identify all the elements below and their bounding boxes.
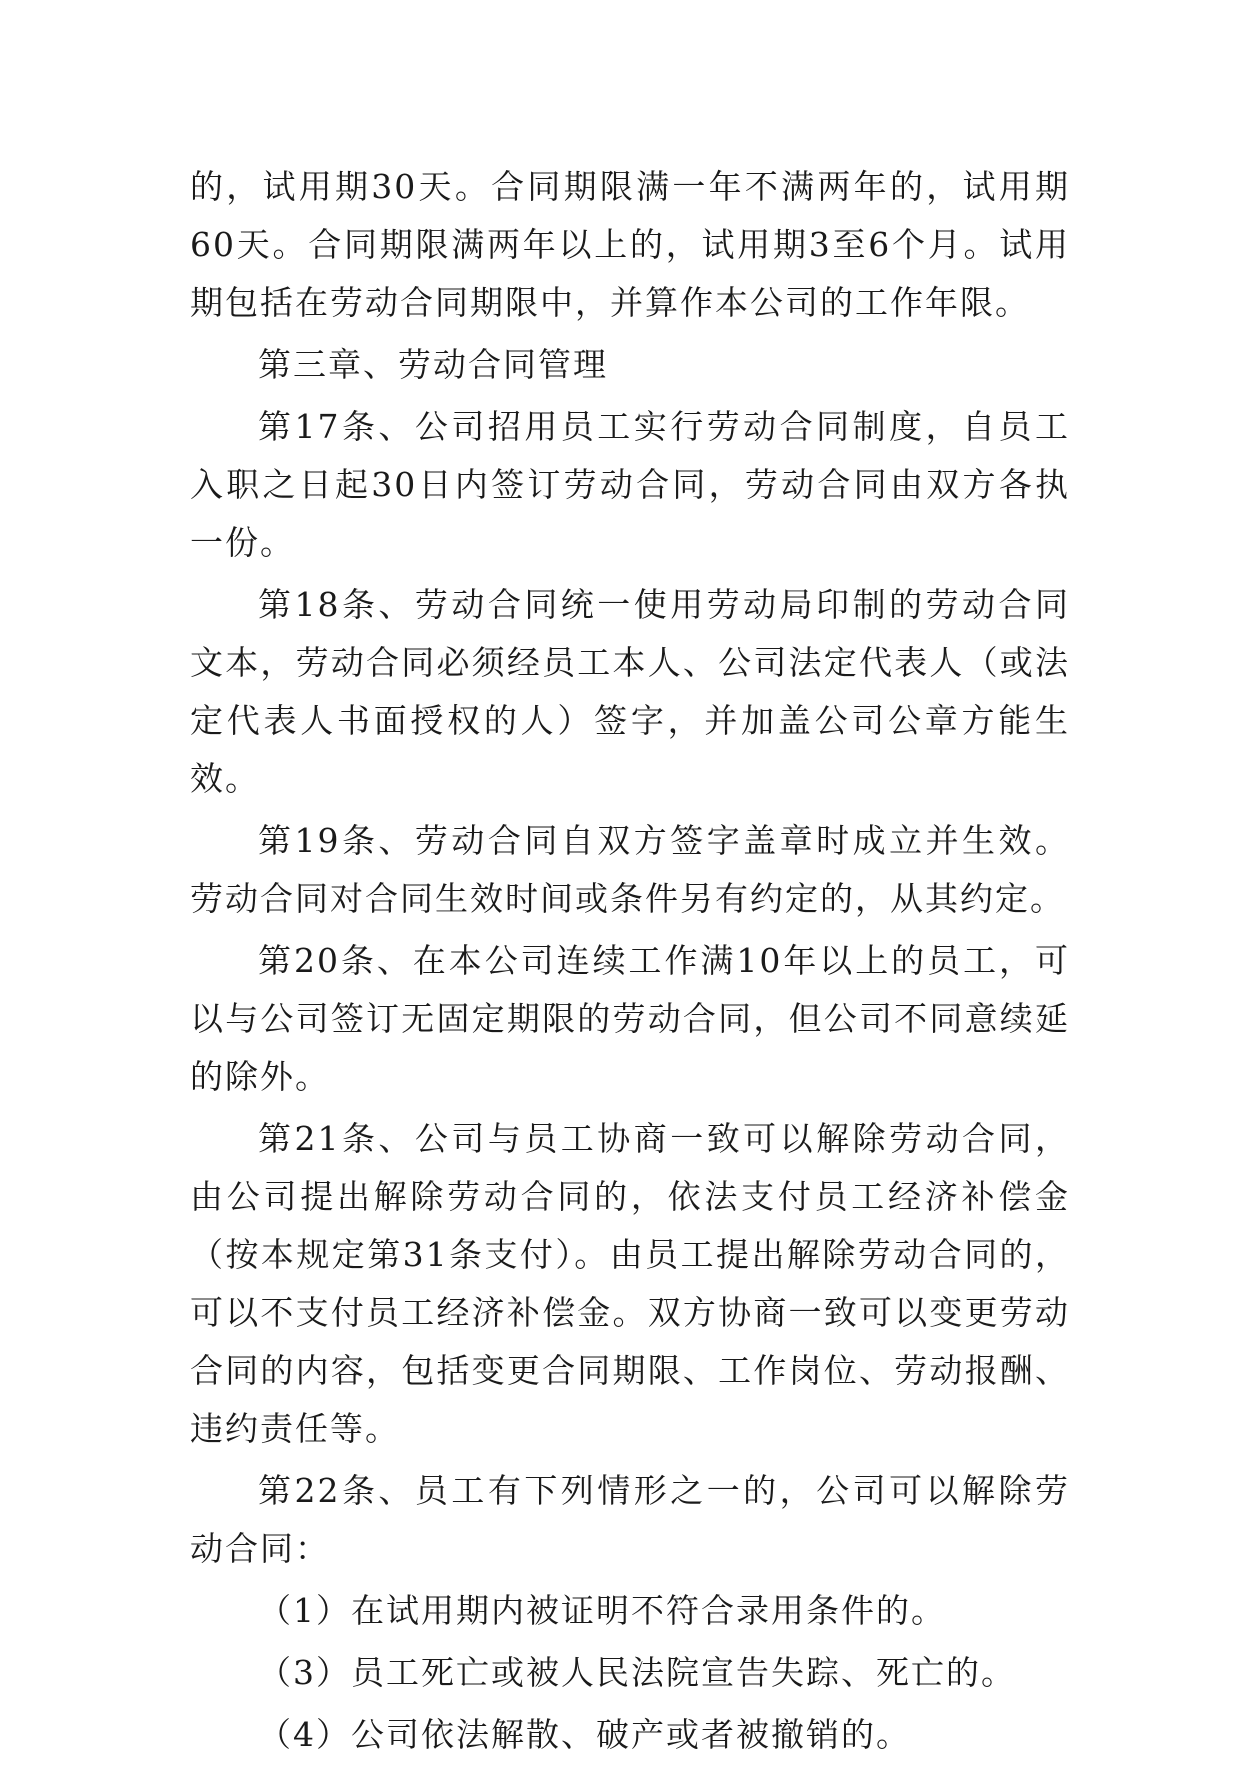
paragraph-probation: 的，试用期30天。合同期限满一年不满两年的，试用期60天。合同期限满两年以上的，试用期3至6个月。试用期包括在劳动合同期限中，并算作本公司的工作年限。 bbox=[190, 167, 1070, 322]
article-18: 第18条、劳动合同统一使用劳动局印制的劳动合同文本，劳动合同必须经员工本人、公司法定代表人（或法定代表人书面授权的人）签字，并加盖公司公章方能生效。 bbox=[190, 585, 1070, 798]
chapter-heading: 第三章、劳动合同管理 bbox=[258, 345, 608, 384]
article-19: 第19条、劳动合同自双方签字盖章时成立并生效。劳动合同对合同生效时间或条件另有约定的，从其约定。 bbox=[190, 821, 1070, 918]
document-body bbox=[190, 158, 1070, 1768]
article-17: 第17条、公司招用员工实行劳动合同制度，自员工入职之日起30日内签订劳动合同，劳动合同由双方各执一份。 bbox=[190, 407, 1070, 562]
list-item-3: （3）员工死亡或被人民法院宣告失踪、死亡的。 bbox=[258, 1653, 1016, 1692]
article-21: 第21条、公司与员工协商一致可以解除劳动合同，由公司提出解除劳动合同的，依法支付员工经济补偿金（按本规定第31条支付）。由员工提出解除劳动合同的，可以不支付员工经济补偿金。双方协商一致可以变更劳动合同的内容，包括变更合同期限、工作岗位、劳动报酬、违约责任等。 bbox=[190, 1119, 1070, 1448]
article-22: 第22条、员工有下列情形之一的，公司可以解除劳动合同： bbox=[190, 1471, 1070, 1568]
article-20: 第20条、在本公司连续工作满10年以上的员工，可以与公司签订无固定期限的劳动合同，但公司不同意续延的除外。 bbox=[190, 941, 1070, 1096]
list-item-4: （4）公司依法解散、破产或者被撤销的。 bbox=[258, 1715, 911, 1754]
list-item-1: （1）在试用期内被证明不符合录用条件的。 bbox=[258, 1591, 946, 1630]
